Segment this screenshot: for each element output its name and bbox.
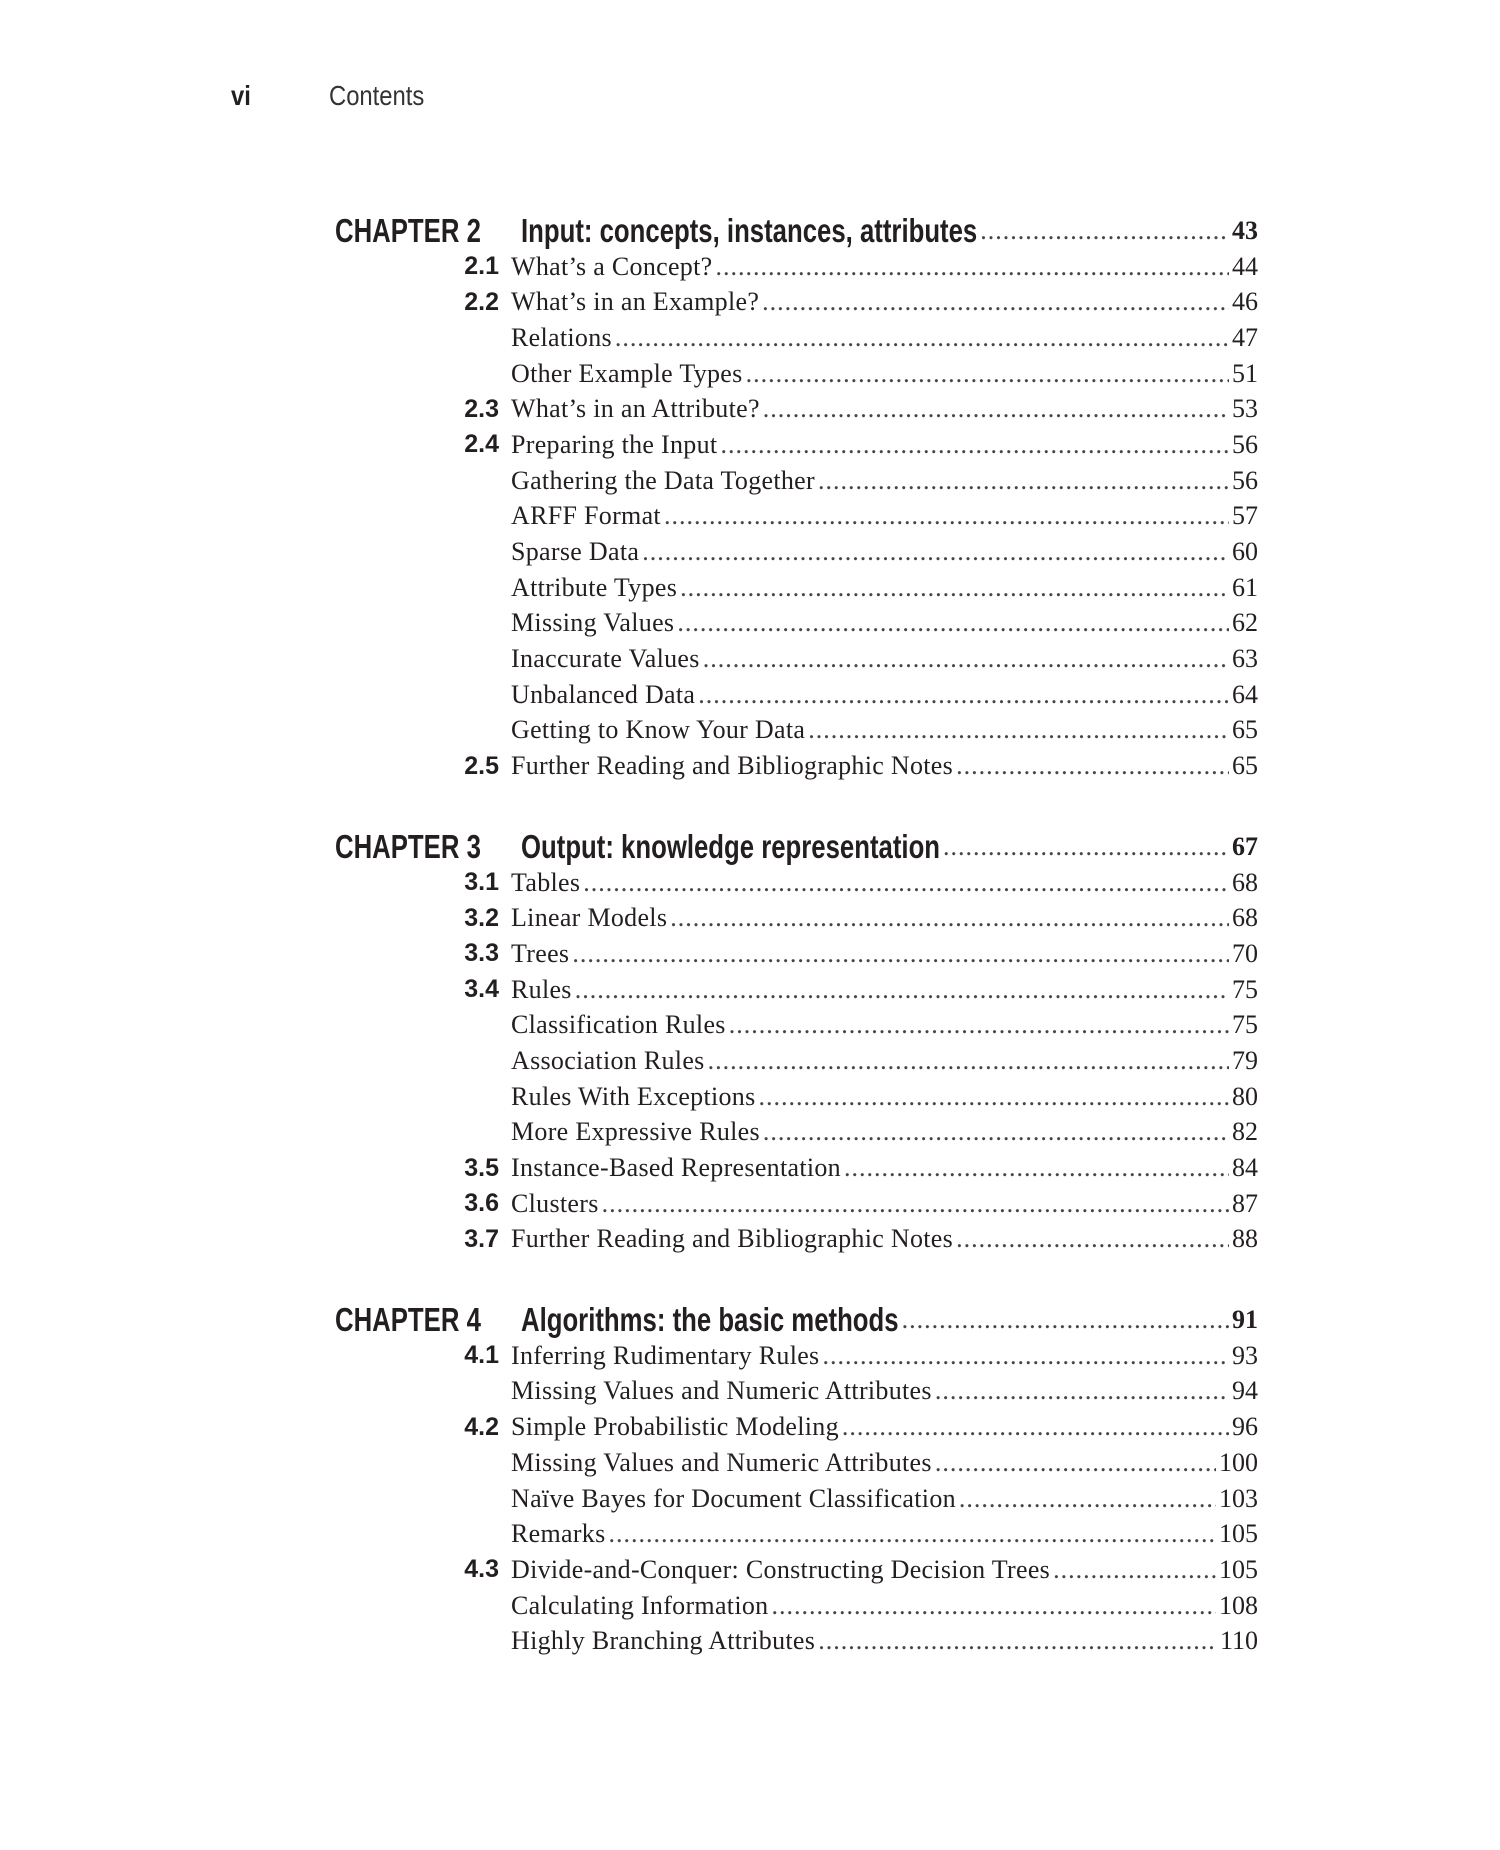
entry-title: Inaccurate Values (511, 644, 700, 674)
entry-page-number: 47 (1232, 322, 1258, 352)
section-number: 3.1 (464, 868, 499, 897)
dot-leader (670, 903, 1229, 933)
entry-title: Rules (511, 974, 572, 1004)
toc-entry[interactable] (335, 1007, 1258, 1043)
entry-page-number: 93 (1232, 1340, 1258, 1370)
toc-entry[interactable] (335, 356, 1258, 392)
toc-entry[interactable] (335, 677, 1258, 713)
toc-entry[interactable] (335, 1552, 1258, 1588)
section-number: 3.7 (464, 1224, 499, 1253)
toc-entry[interactable] (335, 1481, 1258, 1517)
dot-leader (956, 751, 1229, 781)
dot-leader (902, 1305, 1229, 1335)
entry-page-number: 60 (1232, 537, 1258, 567)
entry-page-number: 64 (1232, 679, 1258, 709)
dot-leader (729, 1010, 1229, 1040)
entry-page-number: 61 (1232, 572, 1258, 602)
dot-leader (818, 466, 1229, 496)
toc-entry[interactable] (335, 713, 1258, 749)
chapter-title-wrap (521, 1301, 899, 1339)
entry-title: Further Reading and Bibliographic Notes (511, 751, 954, 781)
entry-page-number: 75 (1232, 1010, 1258, 1040)
entry-page-number: 87 (1232, 1188, 1258, 1218)
entry-title: Calculating Information (511, 1590, 769, 1620)
entry-page-number: 57 (1232, 501, 1258, 531)
entry-page-number: 96 (1232, 1412, 1258, 1442)
toc-entry[interactable] (335, 972, 1258, 1008)
entry-title: Divide-and-Conquer: Constructing Decision Trees (511, 1554, 1051, 1584)
entry-page-number: 56 (1232, 465, 1258, 495)
section-number: 4.3 (464, 1555, 499, 1584)
dot-leader (615, 323, 1229, 353)
chapter-title: Algorithms: the basic methods (521, 1301, 899, 1339)
toc-entry[interactable] (335, 641, 1258, 677)
entry-page-number: 103 (1219, 1483, 1258, 1513)
toc-entry[interactable] (335, 463, 1258, 499)
entry-page-number: 79 (1232, 1045, 1258, 1075)
section-number: 2.3 (464, 394, 499, 423)
table-of-contents (335, 213, 1258, 1659)
entry-page-number: 94 (1232, 1376, 1258, 1406)
chapter-heading[interactable] (335, 213, 1258, 249)
dot-leader (763, 1117, 1229, 1147)
toc-entry[interactable] (335, 865, 1258, 901)
toc-entry[interactable] (335, 1516, 1258, 1552)
entry-title: Highly Branching Attributes (511, 1626, 816, 1656)
section-number: 3.5 (464, 1153, 499, 1182)
section-number: 3.2 (464, 903, 499, 932)
chapter-title: Input: concepts, instances, attributes (521, 211, 978, 249)
entry-title: What’s in an Example? (511, 287, 760, 317)
dot-leader (746, 359, 1229, 389)
entry-page-number: 80 (1232, 1081, 1258, 1111)
entry-title: Simple Probabilistic Modeling (511, 1412, 839, 1442)
entry-title: Trees (511, 938, 570, 968)
dot-leader (664, 501, 1229, 531)
entry-page-number: 68 (1232, 903, 1258, 933)
running-title: Contents (329, 80, 425, 111)
entry-page-number: 110 (1219, 1626, 1258, 1656)
chapter-title-wrap (521, 828, 940, 866)
dot-leader (759, 1082, 1229, 1112)
toc-entry[interactable] (335, 1186, 1258, 1222)
chapter-title-wrap (521, 212, 977, 250)
entry-page-number: 100 (1219, 1447, 1258, 1477)
dot-leader (715, 252, 1229, 282)
entry-page-number: 82 (1232, 1117, 1258, 1147)
toc-entry[interactable] (335, 1623, 1258, 1659)
dot-leader (956, 1224, 1229, 1254)
dot-leader (980, 216, 1229, 246)
entry-page-number: 51 (1232, 358, 1258, 388)
entry-title: Remarks (511, 1519, 606, 1549)
chapter-heading[interactable] (335, 829, 1258, 865)
entry-title: Clusters (511, 1188, 599, 1218)
section-number: 4.2 (464, 1412, 499, 1441)
dot-leader (609, 1519, 1216, 1549)
toc-entry[interactable] (335, 534, 1258, 570)
dot-leader (808, 715, 1229, 745)
toc-entry[interactable] (335, 499, 1258, 535)
chapter-page-number: 67 (1232, 831, 1258, 861)
entry-page-number: 68 (1232, 867, 1258, 897)
entry-title: Sparse Data (511, 537, 640, 567)
dot-leader (822, 1341, 1229, 1371)
toc-entry[interactable] (335, 249, 1258, 285)
toc-entry[interactable] (335, 1374, 1258, 1410)
entry-page-number: 44 (1232, 251, 1258, 281)
toc-entry[interactable] (335, 1445, 1258, 1481)
entry-title: Further Reading and Bibliographic Notes (511, 1224, 954, 1254)
dot-leader (708, 1046, 1229, 1076)
toc-entry[interactable] (335, 570, 1258, 606)
entry-page-number: 108 (1219, 1590, 1258, 1620)
entry-title: Naïve Bayes for Document Classification (511, 1483, 956, 1513)
chapter-heading[interactable] (335, 1302, 1258, 1338)
dot-leader (680, 573, 1229, 603)
chapter-label: CHAPTER 4 (335, 1301, 481, 1339)
section-number: 2.2 (464, 287, 499, 316)
toc-entry[interactable] (335, 606, 1258, 642)
dot-leader (762, 287, 1229, 317)
toc-entry[interactable] (335, 1588, 1258, 1624)
entry-page-number: 62 (1232, 608, 1258, 638)
dot-leader (642, 537, 1229, 567)
entry-page-number: 88 (1232, 1224, 1258, 1254)
entry-title: Rules With Exceptions (511, 1081, 756, 1111)
section-number: 3.6 (464, 1189, 499, 1218)
toc-entry[interactable] (335, 900, 1258, 936)
toc-entry[interactable] (335, 1043, 1258, 1079)
dot-leader (959, 1484, 1216, 1514)
dot-leader (720, 430, 1229, 460)
dot-leader (844, 1153, 1229, 1183)
dot-leader (583, 868, 1229, 898)
dot-leader (935, 1376, 1229, 1406)
chapter-page-number: 43 (1232, 215, 1258, 245)
toc-entry[interactable] (335, 1222, 1258, 1258)
entry-title: ARFF Format (511, 501, 661, 531)
entry-title: Tables (511, 867, 581, 897)
chapter-label: CHAPTER 3 (335, 827, 481, 865)
dot-leader (602, 1189, 1229, 1219)
page-number: vi (231, 80, 251, 111)
entry-page-number: 105 (1219, 1519, 1258, 1549)
dot-leader (572, 939, 1229, 969)
dot-leader (703, 644, 1229, 674)
entry-title: Instance-Based Representation (511, 1153, 841, 1183)
dot-leader (677, 608, 1229, 638)
dot-leader (935, 1448, 1216, 1478)
dot-leader (842, 1412, 1229, 1442)
toc-entry[interactable] (335, 936, 1258, 972)
entry-page-number: 70 (1232, 938, 1258, 968)
dot-leader (763, 394, 1229, 424)
entry-title: Missing Values (511, 608, 675, 638)
chapter-label: CHAPTER 2 (335, 211, 481, 249)
entry-page-number: 84 (1232, 1153, 1258, 1183)
toc-entry[interactable] (335, 427, 1258, 463)
chapter-page-number: 91 (1232, 1305, 1258, 1335)
entry-title: Relations (511, 322, 612, 352)
dot-leader (818, 1626, 1217, 1656)
entry-title: What’s in an Attribute? (511, 394, 760, 424)
dot-leader (698, 680, 1229, 710)
entry-page-number: 53 (1232, 394, 1258, 424)
toc-entry[interactable] (335, 1409, 1258, 1445)
toc-entry[interactable] (335, 320, 1258, 356)
entry-page-number: 46 (1232, 287, 1258, 317)
section-number: 2.5 (464, 751, 499, 780)
section-number: 2.4 (464, 430, 499, 459)
entry-title: Missing Values and Numeric Attributes (511, 1447, 932, 1477)
toc-entry[interactable] (335, 1150, 1258, 1186)
entry-title: Attribute Types (511, 572, 678, 602)
entry-title: Inferring Rudimentary Rules (511, 1340, 820, 1370)
entry-title: Getting to Know Your Data (511, 715, 806, 745)
entry-title: More Expressive Rules (511, 1117, 760, 1147)
toc-entry[interactable] (335, 284, 1258, 320)
toc-entry[interactable] (335, 748, 1258, 784)
entry-page-number: 75 (1232, 974, 1258, 1004)
dot-leader (943, 832, 1229, 862)
entry-page-number: 105 (1219, 1554, 1258, 1584)
entry-page-number: 65 (1232, 715, 1258, 745)
entry-page-number: 56 (1232, 429, 1258, 459)
section-number: 3.3 (464, 939, 499, 968)
entry-title: Gathering the Data Together (511, 465, 815, 495)
section-number: 3.4 (464, 975, 499, 1004)
toc-entry[interactable] (335, 1079, 1258, 1115)
entry-page-number: 65 (1232, 751, 1258, 781)
entry-page-number: 63 (1232, 644, 1258, 674)
dot-leader (1053, 1555, 1216, 1585)
entry-title: Other Example Types (511, 358, 743, 388)
section-number: 2.1 (464, 252, 499, 281)
entry-title: Preparing the Input (511, 429, 718, 459)
dot-leader (771, 1591, 1216, 1621)
entry-title: Association Rules (511, 1045, 705, 1075)
dot-leader (575, 975, 1229, 1005)
entry-title: Missing Values and Numeric Attributes (511, 1376, 932, 1406)
entry-title: Classification Rules (511, 1010, 726, 1040)
entry-title: Unbalanced Data (511, 679, 696, 709)
entry-title: What’s a Concept? (511, 251, 713, 281)
entry-title: Linear Models (511, 903, 668, 933)
section-number: 4.1 (464, 1341, 499, 1370)
chapter-title: Output: knowledge representation (521, 827, 941, 865)
toc-entry[interactable] (335, 1115, 1258, 1151)
toc-entry[interactable] (335, 1338, 1258, 1374)
toc-entry[interactable] (335, 391, 1258, 427)
